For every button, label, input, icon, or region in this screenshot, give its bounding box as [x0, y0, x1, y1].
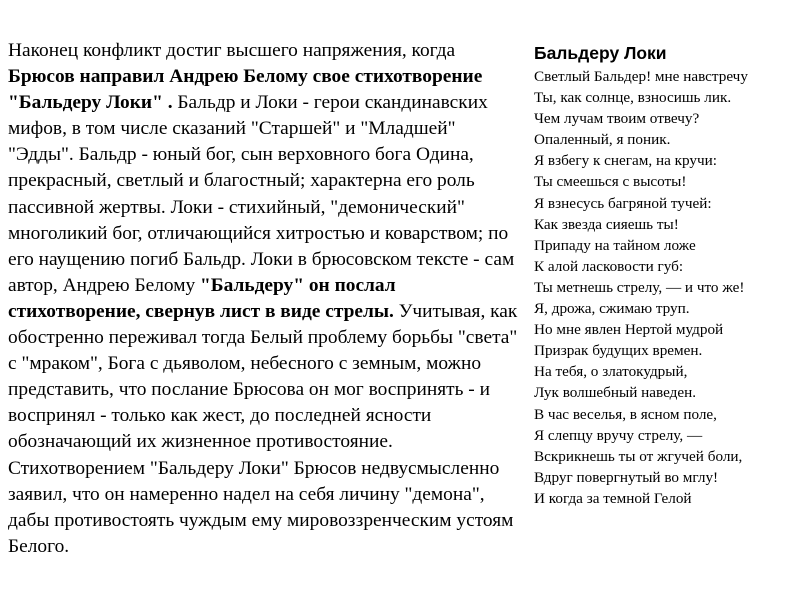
poem-line: Я взнесусь багряной тучей:	[534, 194, 712, 212]
poem-line: Я слепцу вручу стрелу, —	[534, 426, 703, 444]
poem-line: Чем лучам твоим отвечу?	[534, 110, 700, 128]
poem-line: Светлый Бальдер! мне навстречу	[534, 68, 748, 85]
article-text-segment: Учитывая, как обостренно переживал тогда Белый проблему борьбы "света" с "мраком", Бога с дьяволом, небесного с земным, можно представить, что послание Брюсова он мог воспринять - и воспринял - только как жест, до последней ясности обозначающий их жизненное противостояние.	[8, 300, 518, 453]
article-bold-segment: "Бальдеру" он послал стихотворение, свернув лист в виде стрелы.	[8, 274, 396, 322]
poem-line: Призрак будущих времен.	[534, 342, 703, 360]
poem-line: В час веселья, в ясном поле,	[534, 405, 717, 423]
poem-lines	[534, 66, 796, 509]
article-paragraph-1	[8, 38, 523, 456]
article-paragraph-2: Стихотворением "Бальдеру Локи" Брюсов недвусмысленно заявил, что он намеренно надел на себя личину "демона", дабы противостоять чуждым ему мировоззренческим устоям Белого.	[8, 457, 514, 557]
poem-line: Ты метнешь стрелу, — и что же!	[534, 278, 745, 296]
article-text-segment: Наконец конфликт достиг высшего напряжения, когда	[8, 40, 456, 61]
poem-line: И когда за темной Гелой	[534, 489, 692, 507]
article-text	[8, 38, 523, 560]
poem-line: Я, дрожа, сжимаю труп.	[534, 300, 690, 318]
poem-title: Бальдеру Локи	[534, 43, 667, 63]
poem-block	[534, 42, 796, 509]
poem-line: Вдруг повергнутый во мглу!	[534, 468, 719, 486]
poem-line: К алой ласковости губ:	[534, 257, 684, 275]
poem-line: Ты, как солнце, взносишь лик.	[534, 89, 732, 107]
poem-line: Но мне явлен Нертой мудрой	[534, 321, 724, 339]
article-bold-segment: Брюсов направил Андрею Белому свое стихотворение "Бальдеру Локи" .	[8, 66, 483, 114]
poem-line: Опаленный, я поник.	[534, 131, 671, 149]
poem-line: Припаду на тайном ложе	[534, 236, 696, 254]
poem-line: Лук волшебный наведен.	[534, 384, 697, 402]
article-text-segment: Бальдр и Локи - герои скандинавских мифов, в том числе сказаний "Старшей" и "Младшей" "Эдды". Бальдр - юный бог, сын верховного бога Одина, прекрасный, светлый и благостный; характерна его роль пассивной жертвы. Локи - стихийный, "демонический" многоликий бог, отличающийся хитростью и коварством; по его наущению погиб Бальдр. Локи в брюсовском тексте - сам автор, Андрею Белому	[8, 92, 515, 296]
poem-line: Вскрикнешь ты от жгучей боли,	[534, 447, 743, 465]
poem-line: Ты смеешься с высоты!	[534, 173, 687, 191]
poem-line: Я взбегу к снегам, на кручи:	[534, 152, 717, 170]
poem-line: На тебя, о златокудрый,	[534, 363, 688, 381]
poem-line: Как звезда сияешь ты!	[534, 215, 679, 233]
